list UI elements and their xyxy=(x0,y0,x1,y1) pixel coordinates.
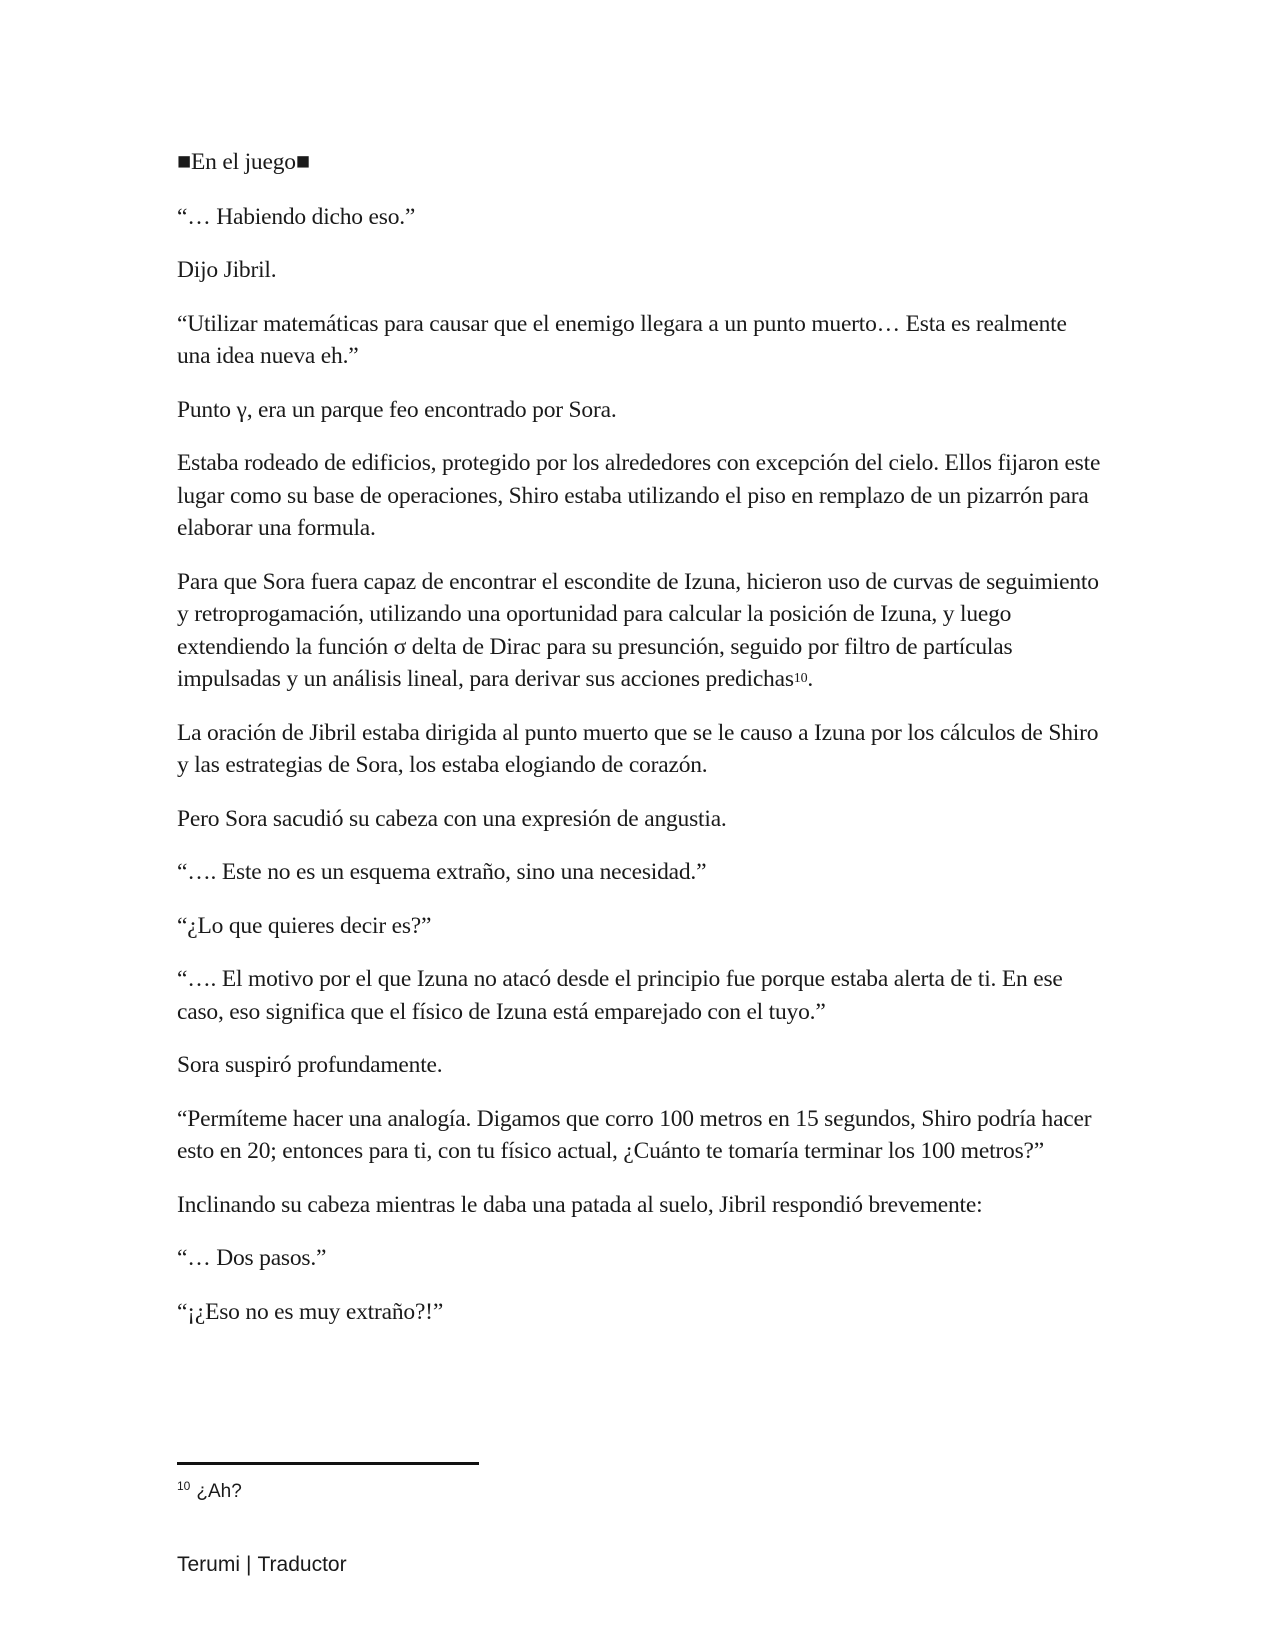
paragraph: “Utilizar matemáticas para causar que el enemigo llegara a un punto muerto… Esta es realmente una idea nueva eh.” xyxy=(177,310,1067,369)
footnote xyxy=(177,1480,242,1504)
section-heading: ■En el juego■ xyxy=(177,149,310,175)
paragraph: Pero Sora sacudió su cabeza con una expresión de angustia. xyxy=(177,805,727,832)
paragraph: Inclinando su cabeza mientras le daba una patada al suelo, Jibril respondió brevemente: xyxy=(177,1191,983,1218)
page-footer xyxy=(177,1552,347,1578)
footnote-reference: 10 xyxy=(793,671,808,686)
paragraph: “…. El motivo por el que Izuna no atacó desde el principio fue porque estaba alerta de ti. En ese caso, eso significa que el físico de Izuna está emparejado con el tuyo.” xyxy=(177,966,1063,1025)
paragraph: “… Habiendo dicho eso.” xyxy=(177,203,416,230)
footnote-number: 10 xyxy=(177,1479,191,1493)
paragraph: “¡¿Eso no es muy extraño?!” xyxy=(177,1298,444,1325)
main-text xyxy=(177,146,1102,1349)
paragraph: Punto γ, era un parque feo encontrado por Sora. xyxy=(177,396,617,423)
paragraph: Dijo Jibril. xyxy=(177,257,277,283)
paragraph: “… Dos pasos.” xyxy=(177,1245,327,1271)
paragraph: “…. Este no es un esquema extraño, sino una necesidad.” xyxy=(177,859,707,885)
footer-role: Traductor xyxy=(257,1553,347,1576)
footer-separator: | xyxy=(246,1553,252,1576)
paragraph: “¿Lo que quieres decir es?” xyxy=(177,912,432,939)
paragraph-with-footnote xyxy=(177,566,1102,696)
paragraph-end-punctuation: . xyxy=(807,666,814,692)
paragraph: Sora suspiró profundamente. xyxy=(177,1052,443,1078)
paragraph: Estaba rodeado de edificios, protegido por los alrededores con excepción del cielo. Ellos fijaron este lugar como su base de operaciones, Shiro estaba utilizando el piso en remplazo de un pizarrón para elaborar una formula. xyxy=(177,450,1101,541)
footnote-text: ¿Ah? xyxy=(196,1481,242,1502)
footer-author: Terumi xyxy=(177,1553,241,1576)
footnote-separator-rule xyxy=(177,1462,479,1465)
paragraph: La oración de Jibril estaba dirigida al punto muerto que se le causo a Izuna por los cálculos de Shiro y las estrategias de Sora, los estaba elogiando de corazón. xyxy=(177,719,1099,778)
paragraph-text: Para que Sora fuera capaz de encontrar el escondite de Izuna, hicieron uso de curvas de seguimiento y retroprogamación, utilizando una oportunidad para calcular la posición de Izuna, y luego extendiendo la función σ delta de Dirac para su presunción, seguido por filtro de partículas impulsadas y un análisis lineal, para derivar sus acciones predichas xyxy=(177,568,1099,692)
paragraph: “Permíteme hacer una analogía. Digamos que corro 100 metros en 15 segundos, Shiro podría hacer esto en 20; entonces para ti, con tu físico actual, ¿Cuánto te tomaría terminar los 100 metros?” xyxy=(177,1105,1092,1164)
